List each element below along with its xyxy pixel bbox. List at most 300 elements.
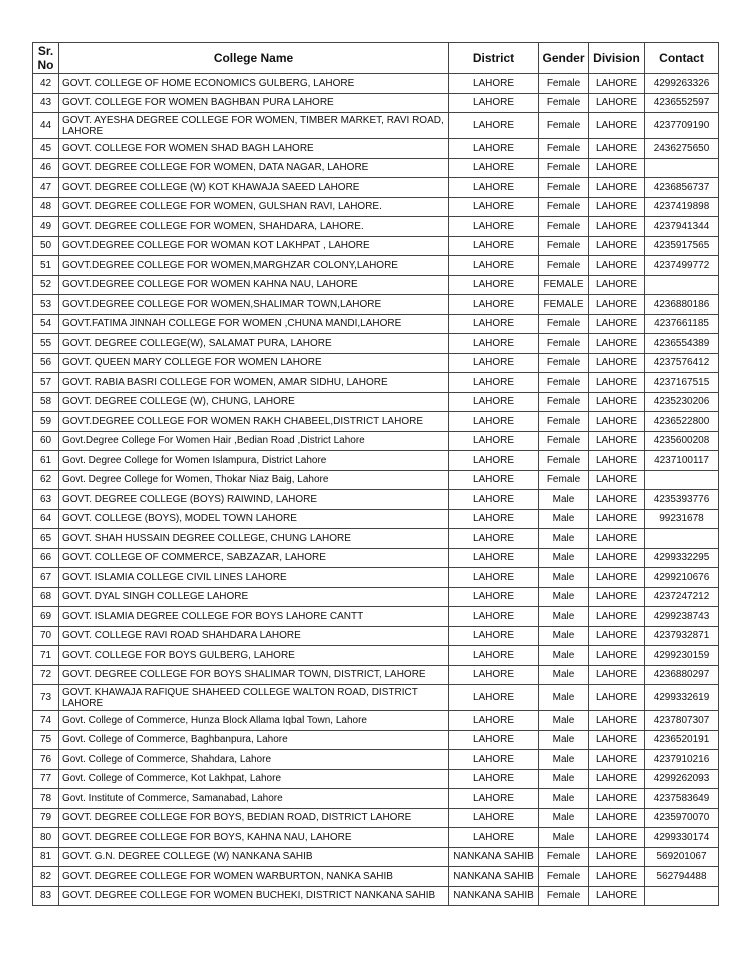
cell-division: LAHORE	[589, 769, 645, 789]
cell-district: LAHORE	[449, 392, 539, 412]
cell-gender: Male	[539, 711, 589, 731]
header-sr-no: Sr. No	[33, 43, 59, 74]
cell-sr-no: 51	[33, 256, 59, 276]
cell-district: NANKANA SAHIB	[449, 867, 539, 887]
cell-district: LAHORE	[449, 808, 539, 828]
cell-district: LAHORE	[449, 93, 539, 113]
cell-division: LAHORE	[589, 373, 645, 393]
cell-college-name: GOVT. ISLAMIA DEGREE COLLEGE FOR BOYS LAHORE CANTT	[59, 607, 449, 627]
cell-gender: Male	[539, 626, 589, 646]
table-row	[33, 808, 719, 828]
cell-district: LAHORE	[449, 470, 539, 490]
cell-college-name: GOVT. COLLEGE RAVI ROAD SHAHDARA LAHORE	[59, 626, 449, 646]
cell-division: LAHORE	[589, 295, 645, 315]
cell-college-name: GOVT.DEGREE COLLEGE FOR WOMEN RAKH CHABEEL,DISTRICT LAHORE	[59, 412, 449, 432]
cell-sr-no: 49	[33, 217, 59, 237]
cell-sr-no: 75	[33, 730, 59, 750]
cell-contact	[645, 470, 719, 490]
cell-college-name: Govt. Degree College for Women Islampura, District Lahore	[59, 451, 449, 471]
cell-division: LAHORE	[589, 256, 645, 276]
cell-college-name: GOVT. DEGREE COLLEGE FOR WOMEN BUCHEKI, DISTRICT NANKANA SAHIB	[59, 886, 449, 906]
table-row	[33, 74, 719, 94]
cell-division: LAHORE	[589, 113, 645, 139]
cell-sr-no: 73	[33, 685, 59, 711]
table-row	[33, 828, 719, 848]
cell-district: LAHORE	[449, 412, 539, 432]
cell-sr-no: 61	[33, 451, 59, 471]
cell-division: LAHORE	[589, 490, 645, 510]
cell-district: LAHORE	[449, 139, 539, 159]
cell-contact: 4237910216	[645, 750, 719, 770]
cell-contact: 4236520191	[645, 730, 719, 750]
cell-gender: Female	[539, 74, 589, 94]
cell-sr-no: 42	[33, 74, 59, 94]
table-row	[33, 113, 719, 139]
cell-contact: 4237576412	[645, 353, 719, 373]
cell-district: LAHORE	[449, 197, 539, 217]
cell-sr-no: 54	[33, 314, 59, 334]
cell-district: LAHORE	[449, 113, 539, 139]
cell-college-name: GOVT. DEGREE COLLEGE (BOYS) RAIWIND, LAHORE	[59, 490, 449, 510]
cell-sr-no: 79	[33, 808, 59, 828]
cell-division: LAHORE	[589, 470, 645, 490]
cell-gender: Female	[539, 470, 589, 490]
cell-division: LAHORE	[589, 568, 645, 588]
cell-gender: Male	[539, 646, 589, 666]
cell-college-name: GOVT. COLLEGE (BOYS), MODEL TOWN LAHORE	[59, 509, 449, 529]
cell-contact: 4235600208	[645, 431, 719, 451]
cell-gender: Male	[539, 750, 589, 770]
header-row	[33, 43, 719, 74]
cell-sr-no: 57	[33, 373, 59, 393]
cell-college-name: GOVT. DEGREE COLLEGE FOR BOYS, BEDIAN ROAD, DISTRICT LAHORE	[59, 808, 449, 828]
cell-college-name: GOVT. COLLEGE OF COMMERCE, SABZAZAR, LAHORE	[59, 548, 449, 568]
cell-contact: 4299262093	[645, 769, 719, 789]
table-row	[33, 373, 719, 393]
table-row	[33, 158, 719, 178]
cell-gender: Male	[539, 548, 589, 568]
cell-gender: Female	[539, 431, 589, 451]
cell-sr-no: 60	[33, 431, 59, 451]
table-row	[33, 197, 719, 217]
cell-division: LAHORE	[589, 711, 645, 731]
cell-college-name: GOVT. AYESHA DEGREE COLLEGE FOR WOMEN, TIMBER MARKET, RAVI ROAD, LAHORE	[59, 113, 449, 139]
cell-gender: Male	[539, 587, 589, 607]
table-row	[33, 139, 719, 159]
table-row	[33, 646, 719, 666]
cell-contact	[645, 275, 719, 295]
cell-contact: 562794488	[645, 867, 719, 887]
cell-college-name: GOVT. COLLEGE FOR WOMEN BAGHBAN PURA LAHORE	[59, 93, 449, 113]
cell-contact	[645, 529, 719, 549]
cell-college-name: GOVT. KHAWAJA RAFIQUE SHAHEED COLLEGE WALTON ROAD, DISTRICT LAHORE	[59, 685, 449, 711]
cell-district: LAHORE	[449, 587, 539, 607]
cell-college-name: GOVT. DEGREE COLLEGE FOR BOYS, KAHNA NAU, LAHORE	[59, 828, 449, 848]
header-contact: Contact	[645, 43, 719, 74]
table-row	[33, 314, 719, 334]
cell-district: LAHORE	[449, 217, 539, 237]
cell-sr-no: 67	[33, 568, 59, 588]
cell-gender: Male	[539, 509, 589, 529]
cell-college-name: GOVT. DEGREE COLLEGE FOR WOMEN, SHAHDARA, LAHORE.	[59, 217, 449, 237]
cell-division: LAHORE	[589, 197, 645, 217]
cell-division: LAHORE	[589, 646, 645, 666]
header-gender: Gender	[539, 43, 589, 74]
cell-college-name: GOVT. G.N. DEGREE COLLEGE (W) NANKANA SAHIB	[59, 847, 449, 867]
cell-district: LAHORE	[449, 314, 539, 334]
table-row	[33, 509, 719, 529]
table-row	[33, 730, 719, 750]
table-row	[33, 607, 719, 627]
cell-contact: 4299332619	[645, 685, 719, 711]
cell-division: LAHORE	[589, 808, 645, 828]
college-table	[32, 42, 719, 906]
cell-sr-no: 47	[33, 178, 59, 198]
cell-college-name: GOVT. DEGREE COLLEGE FOR WOMEN WARBURTON, NANKA SAHIB	[59, 867, 449, 887]
cell-district: LAHORE	[449, 334, 539, 354]
cell-gender: Female	[539, 412, 589, 432]
cell-gender: Female	[539, 314, 589, 334]
cell-sr-no: 55	[33, 334, 59, 354]
header-district: District	[449, 43, 539, 74]
cell-sr-no: 72	[33, 665, 59, 685]
cell-gender: Male	[539, 665, 589, 685]
cell-contact: 4236880297	[645, 665, 719, 685]
cell-sr-no: 77	[33, 769, 59, 789]
cell-division: LAHORE	[589, 236, 645, 256]
cell-division: LAHORE	[589, 548, 645, 568]
cell-district: LAHORE	[449, 275, 539, 295]
cell-contact: 4235393776	[645, 490, 719, 510]
cell-gender: Female	[539, 451, 589, 471]
cell-division: LAHORE	[589, 392, 645, 412]
table-row	[33, 236, 719, 256]
cell-college-name: GOVT. SHAH HUSSAIN DEGREE COLLEGE, CHUNG LAHORE	[59, 529, 449, 549]
cell-gender: Female	[539, 217, 589, 237]
cell-district: LAHORE	[449, 451, 539, 471]
cell-district: LAHORE	[449, 568, 539, 588]
cell-sr-no: 56	[33, 353, 59, 373]
cell-district: LAHORE	[449, 158, 539, 178]
cell-gender: Female	[539, 256, 589, 276]
cell-gender: Male	[539, 529, 589, 549]
table-row	[33, 353, 719, 373]
cell-gender: Female	[539, 353, 589, 373]
cell-sr-no: 63	[33, 490, 59, 510]
cell-contact: 4235230206	[645, 392, 719, 412]
table-row	[33, 275, 719, 295]
cell-gender: Male	[539, 828, 589, 848]
cell-college-name: GOVT. QUEEN MARY COLLEGE FOR WOMEN LAHORE	[59, 353, 449, 373]
table-row	[33, 295, 719, 315]
table-row	[33, 665, 719, 685]
cell-sr-no: 65	[33, 529, 59, 549]
cell-gender: Female	[539, 392, 589, 412]
table-row	[33, 750, 719, 770]
cell-college-name: GOVT.DEGREE COLLEGE FOR WOMEN,MARGHZAR COLONY,LAHORE	[59, 256, 449, 276]
table-row	[33, 711, 719, 731]
cell-district: LAHORE	[449, 256, 539, 276]
cell-contact: 4236522800	[645, 412, 719, 432]
cell-gender: Male	[539, 685, 589, 711]
cell-division: LAHORE	[589, 451, 645, 471]
cell-district: LAHORE	[449, 750, 539, 770]
cell-contact: 4237661185	[645, 314, 719, 334]
cell-gender: Male	[539, 808, 589, 828]
table-row	[33, 470, 719, 490]
cell-college-name: GOVT. DYAL SINGH COLLEGE LAHORE	[59, 587, 449, 607]
cell-division: LAHORE	[589, 431, 645, 451]
cell-division: LAHORE	[589, 730, 645, 750]
cell-college-name: GOVT. DEGREE COLLEGE FOR WOMEN, GULSHAN RAVI, LAHORE.	[59, 197, 449, 217]
cell-gender: Female	[539, 93, 589, 113]
cell-sr-no: 64	[33, 509, 59, 529]
cell-college-name: GOVT. COLLEGE OF HOME ECONOMICS GULBERG, LAHORE	[59, 74, 449, 94]
table-row	[33, 886, 719, 906]
cell-district: LAHORE	[449, 431, 539, 451]
cell-district: LAHORE	[449, 626, 539, 646]
table-row	[33, 867, 719, 887]
cell-gender: Male	[539, 607, 589, 627]
cell-district: LAHORE	[449, 548, 539, 568]
cell-contact: 2436275650	[645, 139, 719, 159]
table-body	[33, 74, 719, 906]
cell-college-name: GOVT. RABIA BASRI COLLEGE FOR WOMEN, AMAR SIDHU, LAHORE	[59, 373, 449, 393]
cell-division: LAHORE	[589, 93, 645, 113]
cell-college-name: Govt. College of Commerce, Kot Lakhpat, Lahore	[59, 769, 449, 789]
cell-contact: 4299238743	[645, 607, 719, 627]
cell-gender: Female	[539, 886, 589, 906]
cell-contact: 4237499772	[645, 256, 719, 276]
college-list-sheet	[32, 42, 719, 906]
cell-division: LAHORE	[589, 789, 645, 809]
cell-district: LAHORE	[449, 373, 539, 393]
cell-contact: 4299263326	[645, 74, 719, 94]
header-division: Division	[589, 43, 645, 74]
cell-division: LAHORE	[589, 139, 645, 159]
cell-contact: 4236856737	[645, 178, 719, 198]
header-college-name: College Name	[59, 43, 449, 74]
cell-division: LAHORE	[589, 847, 645, 867]
cell-college-name: GOVT. DEGREE COLLEGE (W), CHUNG, LAHORE	[59, 392, 449, 412]
cell-division: LAHORE	[589, 886, 645, 906]
cell-contact: 4236554389	[645, 334, 719, 354]
cell-division: LAHORE	[589, 74, 645, 94]
table-row	[33, 847, 719, 867]
cell-gender: Male	[539, 769, 589, 789]
cell-district: LAHORE	[449, 509, 539, 529]
cell-sr-no: 50	[33, 236, 59, 256]
table-row	[33, 568, 719, 588]
cell-gender: Male	[539, 568, 589, 588]
cell-district: LAHORE	[449, 353, 539, 373]
cell-division: LAHORE	[589, 587, 645, 607]
cell-college-name: GOVT. DEGREE COLLEGE (W) KOT KHAWAJA SAEED LAHORE	[59, 178, 449, 198]
cell-college-name: GOVT.DEGREE COLLEGE FOR WOMAN KOT LAKHPAT , LAHORE	[59, 236, 449, 256]
cell-district: LAHORE	[449, 646, 539, 666]
cell-contact: 99231678	[645, 509, 719, 529]
cell-contact: 4237709190	[645, 113, 719, 139]
table-row	[33, 392, 719, 412]
cell-district: LAHORE	[449, 665, 539, 685]
cell-division: LAHORE	[589, 178, 645, 198]
cell-contact: 4299230159	[645, 646, 719, 666]
cell-contact: 4237932871	[645, 626, 719, 646]
cell-district: LAHORE	[449, 74, 539, 94]
cell-contact: 4299330174	[645, 828, 719, 848]
cell-division: LAHORE	[589, 750, 645, 770]
cell-division: LAHORE	[589, 217, 645, 237]
cell-sr-no: 74	[33, 711, 59, 731]
table-row	[33, 587, 719, 607]
cell-sr-no: 71	[33, 646, 59, 666]
cell-gender: FEMALE	[539, 275, 589, 295]
cell-contact: 4236552597	[645, 93, 719, 113]
table-row	[33, 217, 719, 237]
cell-contact: 4237583649	[645, 789, 719, 809]
cell-college-name: GOVT. ISLAMIA COLLEGE CIVIL LINES LAHORE	[59, 568, 449, 588]
cell-sr-no: 78	[33, 789, 59, 809]
cell-gender: Female	[539, 867, 589, 887]
cell-sr-no: 43	[33, 93, 59, 113]
cell-contact: 4237419898	[645, 197, 719, 217]
cell-sr-no: 83	[33, 886, 59, 906]
cell-sr-no: 76	[33, 750, 59, 770]
cell-division: LAHORE	[589, 509, 645, 529]
cell-contact	[645, 158, 719, 178]
table-row	[33, 93, 719, 113]
cell-sr-no: 52	[33, 275, 59, 295]
cell-college-name: GOVT. DEGREE COLLEGE FOR WOMEN, DATA NAGAR, LAHORE	[59, 158, 449, 178]
cell-college-name: GOVT.DEGREE COLLEGE FOR WOMEN,SHALIMAR TOWN,LAHORE	[59, 295, 449, 315]
cell-division: LAHORE	[589, 867, 645, 887]
cell-division: LAHORE	[589, 607, 645, 627]
cell-division: LAHORE	[589, 275, 645, 295]
cell-district: LAHORE	[449, 685, 539, 711]
cell-district: LAHORE	[449, 236, 539, 256]
cell-sr-no: 62	[33, 470, 59, 490]
cell-gender: Male	[539, 730, 589, 750]
cell-contact: 4299210676	[645, 568, 719, 588]
cell-district: LAHORE	[449, 730, 539, 750]
table-row	[33, 529, 719, 549]
table-row	[33, 548, 719, 568]
cell-district: LAHORE	[449, 769, 539, 789]
cell-sr-no: 48	[33, 197, 59, 217]
cell-division: LAHORE	[589, 412, 645, 432]
cell-division: LAHORE	[589, 828, 645, 848]
cell-division: LAHORE	[589, 626, 645, 646]
cell-district: LAHORE	[449, 607, 539, 627]
cell-sr-no: 69	[33, 607, 59, 627]
cell-college-name: GOVT. COLLEGE FOR BOYS GULBERG, LAHORE	[59, 646, 449, 666]
cell-gender: Male	[539, 789, 589, 809]
cell-college-name: Govt. College of Commerce, Shahdara, Lahore	[59, 750, 449, 770]
table-row	[33, 451, 719, 471]
cell-contact: 4299332295	[645, 548, 719, 568]
cell-gender: Female	[539, 847, 589, 867]
cell-district: LAHORE	[449, 529, 539, 549]
cell-gender: Female	[539, 178, 589, 198]
cell-division: LAHORE	[589, 665, 645, 685]
cell-gender: Female	[539, 236, 589, 256]
cell-contact: 4235970070	[645, 808, 719, 828]
cell-district: LAHORE	[449, 711, 539, 731]
cell-sr-no: 59	[33, 412, 59, 432]
table-row	[33, 769, 719, 789]
table-row	[33, 256, 719, 276]
cell-gender: Female	[539, 139, 589, 159]
cell-college-name: GOVT.FATIMA JINNAH COLLEGE FOR WOMEN ,CHUNA MANDI,LAHORE	[59, 314, 449, 334]
cell-gender: Female	[539, 334, 589, 354]
cell-college-name: GOVT. DEGREE COLLEGE(W), SALAMAT PURA, LAHORE	[59, 334, 449, 354]
cell-sr-no: 80	[33, 828, 59, 848]
cell-college-name: Govt. Institute of Commerce, Samanabad, Lahore	[59, 789, 449, 809]
cell-division: LAHORE	[589, 334, 645, 354]
cell-college-name: Govt. Degree College for Women, Thokar Niaz Baig, Lahore	[59, 470, 449, 490]
cell-division: LAHORE	[589, 529, 645, 549]
cell-gender: FEMALE	[539, 295, 589, 315]
cell-sr-no: 45	[33, 139, 59, 159]
cell-gender: Female	[539, 113, 589, 139]
cell-college-name: GOVT. DEGREE COLLEGE FOR BOYS SHALIMAR TOWN, DISTRICT, LAHORE	[59, 665, 449, 685]
table-row	[33, 334, 719, 354]
cell-sr-no: 81	[33, 847, 59, 867]
cell-district: LAHORE	[449, 828, 539, 848]
cell-sr-no: 66	[33, 548, 59, 568]
cell-sr-no: 46	[33, 158, 59, 178]
cell-contact: 4237807307	[645, 711, 719, 731]
cell-sr-no: 68	[33, 587, 59, 607]
table-row	[33, 626, 719, 646]
cell-contact: 4237100117	[645, 451, 719, 471]
cell-sr-no: 70	[33, 626, 59, 646]
cell-college-name: Govt. College of Commerce, Hunza Block Allama Iqbal Town, Lahore	[59, 711, 449, 731]
table-row	[33, 490, 719, 510]
cell-division: LAHORE	[589, 685, 645, 711]
cell-district: LAHORE	[449, 178, 539, 198]
table-row	[33, 431, 719, 451]
cell-contact: 4237941344	[645, 217, 719, 237]
cell-division: LAHORE	[589, 314, 645, 334]
cell-district: LAHORE	[449, 295, 539, 315]
cell-college-name: Govt. College of Commerce, Baghbanpura, Lahore	[59, 730, 449, 750]
cell-district: NANKANA SAHIB	[449, 847, 539, 867]
table-row	[33, 685, 719, 711]
cell-division: LAHORE	[589, 158, 645, 178]
cell-division: LAHORE	[589, 353, 645, 373]
table-row	[33, 789, 719, 809]
cell-sr-no: 82	[33, 867, 59, 887]
cell-contact: 4236880186	[645, 295, 719, 315]
table-row	[33, 412, 719, 432]
cell-district: NANKANA SAHIB	[449, 886, 539, 906]
cell-college-name: Govt.Degree College For Women Hair ,Bedian Road ,District Lahore	[59, 431, 449, 451]
cell-gender: Female	[539, 158, 589, 178]
cell-sr-no: 53	[33, 295, 59, 315]
cell-contact: 4237167515	[645, 373, 719, 393]
cell-contact	[645, 886, 719, 906]
cell-gender: Female	[539, 197, 589, 217]
cell-contact: 569201067	[645, 847, 719, 867]
cell-college-name: GOVT. COLLEGE FOR WOMEN SHAD BAGH LAHORE	[59, 139, 449, 159]
cell-sr-no: 44	[33, 113, 59, 139]
table-row	[33, 178, 719, 198]
cell-gender: Female	[539, 373, 589, 393]
cell-contact: 4235917565	[645, 236, 719, 256]
cell-college-name: GOVT.DEGREE COLLEGE FOR WOMEN KAHNA NAU, LAHORE	[59, 275, 449, 295]
cell-district: LAHORE	[449, 789, 539, 809]
